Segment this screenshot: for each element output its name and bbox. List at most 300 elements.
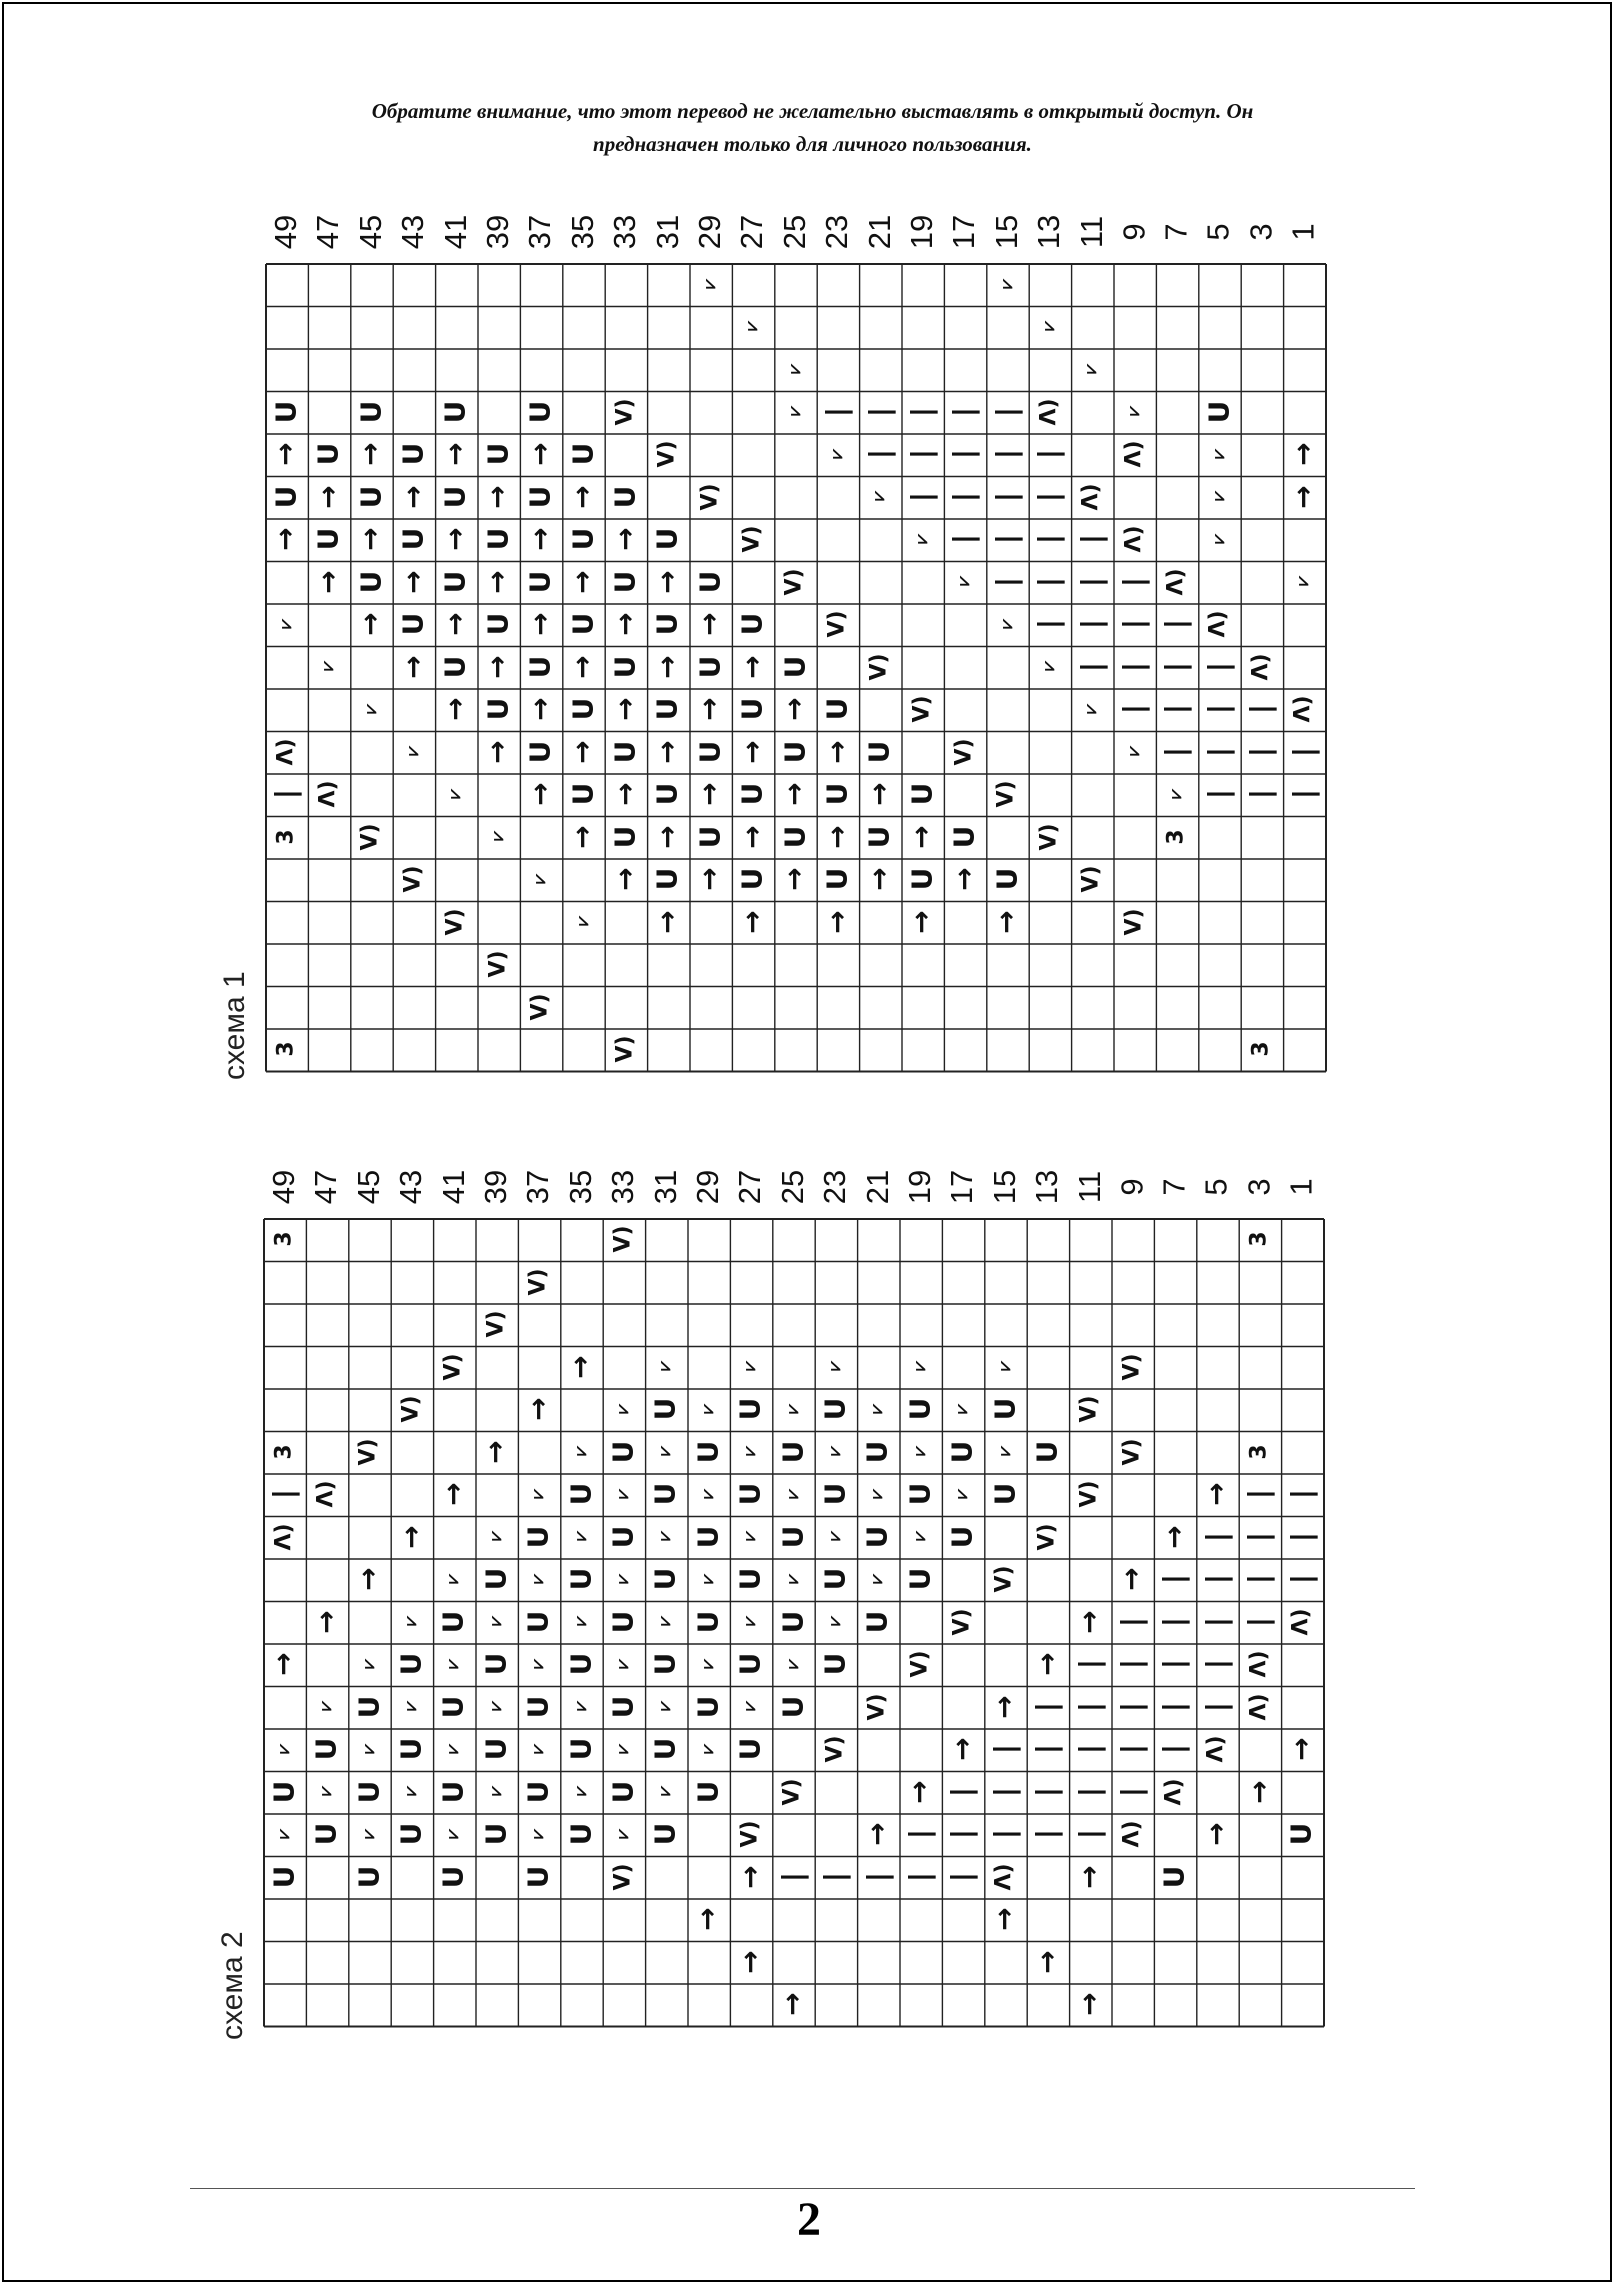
double-decrease-symbol: ⩗ — [528, 1744, 549, 1754]
row-number: 23 — [817, 1169, 853, 1205]
row-number: 43 — [395, 214, 431, 250]
arrow-decrease-symbol: → — [438, 697, 472, 721]
purl-symbol: | — [987, 1744, 1021, 1755]
arrow-decrease-symbol: → — [311, 570, 345, 594]
arrow-decrease-symbol: → — [608, 782, 642, 806]
double-decrease-symbol: ⩗ — [400, 1787, 421, 1797]
arrow-decrease-symbol: → — [1199, 1822, 1233, 1846]
purl-symbol: | — [947, 449, 981, 460]
yarn-over-symbol: U — [648, 1822, 682, 1846]
yarn-over-symbol: U — [608, 655, 642, 679]
row-number: 37 — [520, 1169, 556, 1205]
arrow-decrease-symbol: → — [987, 1907, 1021, 1931]
lambda-decrease-symbol: Λ) — [1163, 568, 1189, 596]
arrow-decrease-symbol: → — [565, 570, 599, 594]
v-increase-symbol: V) — [824, 610, 850, 638]
purl-symbol: | — [1074, 661, 1108, 672]
purl-symbol: | — [1072, 1829, 1106, 1840]
row-number: 37 — [522, 214, 558, 250]
purl-symbol: | — [1030, 1744, 1064, 1755]
purl-symbol: | — [987, 1786, 1021, 1797]
v-increase-symbol: V) — [779, 1778, 805, 1806]
double-decrease-symbol: ⩗ — [316, 1702, 337, 1712]
v-increase-symbol: V) — [398, 1395, 424, 1423]
purl-symbol: | — [267, 1489, 301, 1500]
purl-symbol: | — [989, 449, 1023, 460]
yarn-over-symbol: U — [565, 527, 599, 551]
v-increase-symbol: V) — [739, 525, 765, 553]
row-number: 31 — [649, 214, 685, 250]
yarn-over-symbol: U — [481, 442, 515, 466]
v-increase-symbol: V) — [610, 1863, 636, 1891]
row-number: 47 — [308, 1169, 344, 1205]
row-number: 13 — [1031, 214, 1067, 250]
row-number: 35 — [562, 1169, 598, 1205]
arrow-decrease-symbol: → — [479, 1440, 513, 1464]
row-number: 35 — [564, 214, 600, 250]
three-stitch-symbol: 3 — [1246, 1444, 1272, 1460]
double-decrease-symbol: ⩗ — [358, 1659, 379, 1669]
lambda-decrease-symbol: Λ) — [991, 1863, 1017, 1891]
purl-symbol: | — [1199, 1531, 1233, 1542]
double-decrease-symbol: ⩗ — [400, 1617, 421, 1627]
arrow-decrease-symbol: → — [989, 910, 1023, 934]
purl-symbol: | — [1157, 1744, 1191, 1755]
purl-symbol: | — [987, 1829, 1021, 1840]
purl-symbol: | — [1072, 1786, 1106, 1797]
yarn-over-symbol: U — [903, 1397, 937, 1421]
arrow-decrease-symbol: → — [394, 1525, 428, 1549]
yarn-over-symbol: U — [438, 570, 472, 594]
arrow-decrease-symbol: → — [438, 612, 472, 636]
purl-symbol: | — [947, 534, 981, 545]
arrow-decrease-symbol: → — [523, 527, 557, 551]
arrow-decrease-symbol: → — [1072, 1610, 1106, 1634]
purl-symbol: | — [1072, 1744, 1106, 1755]
arrow-decrease-symbol: → — [735, 655, 769, 679]
purl-symbol: | — [1242, 1531, 1276, 1542]
row-number: 11 — [1073, 215, 1109, 249]
yarn-over-symbol: U — [733, 1737, 767, 1761]
row-number: 17 — [944, 1169, 980, 1205]
yarn-over-symbol: U — [479, 1567, 513, 1591]
row-number: 19 — [904, 214, 940, 250]
yarn-over-symbol: U — [862, 825, 896, 849]
arrow-decrease-symbol: → — [309, 1610, 343, 1634]
arrow-decrease-symbol: → — [565, 740, 599, 764]
arrow-decrease-symbol: → — [650, 825, 684, 849]
arrow-decrease-symbol: → — [396, 485, 430, 509]
double-decrease-symbol: ⩗ — [994, 1447, 1015, 1457]
arrow-decrease-symbol: → — [1284, 1737, 1318, 1761]
double-decrease-symbol: ⩗ — [1081, 704, 1102, 714]
yarn-over-symbol: U — [1201, 400, 1235, 424]
arrow-decrease-symbol: → — [650, 740, 684, 764]
double-decrease-symbol: ⩗ — [485, 1617, 506, 1627]
double-decrease-symbol: ⩗ — [742, 322, 763, 332]
v-increase-symbol: V) — [485, 950, 511, 978]
three-stitch-symbol: 3 — [273, 829, 299, 845]
arrow-decrease-symbol: → — [565, 655, 599, 679]
yarn-over-symbol: U — [820, 697, 854, 721]
purl-symbol: | — [1199, 1574, 1233, 1585]
double-decrease-symbol: ⩗ — [485, 1787, 506, 1797]
v-increase-symbol: V) — [1119, 1438, 1145, 1466]
purl-symbol: | — [905, 491, 939, 502]
yarn-over-symbol: U — [860, 1525, 894, 1549]
row-number: 15 — [986, 1169, 1022, 1205]
yarn-over-symbol: U — [777, 825, 811, 849]
arrow-decrease-symbol: → — [353, 442, 387, 466]
double-decrease-symbol: ⩗ — [909, 1447, 930, 1457]
arrow-decrease-symbol: → — [777, 782, 811, 806]
yarn-over-symbol: U — [311, 527, 345, 551]
purl-symbol: | — [1032, 491, 1066, 502]
purl-symbol: | — [862, 406, 896, 417]
double-decrease-symbol: ⩗ — [400, 1702, 421, 1712]
yarn-over-symbol: U — [693, 570, 727, 594]
yarn-over-symbol: U — [481, 697, 515, 721]
arrow-decrease-symbol: → — [396, 655, 430, 679]
three-stitch-symbol: 3 — [273, 1041, 299, 1057]
row-number: 15 — [988, 214, 1024, 250]
yarn-over-symbol: U — [309, 1737, 343, 1761]
yarn-over-symbol: U — [608, 570, 642, 594]
lambda-decrease-symbol: Λ) — [1121, 525, 1147, 553]
three-stitch-symbol: 3 — [1163, 829, 1189, 845]
double-decrease-symbol: ⩗ — [1208, 492, 1229, 502]
double-decrease-symbol: ⩗ — [360, 704, 381, 714]
v-increase-symbol: V) — [612, 398, 638, 426]
purl-symbol: | — [945, 1786, 979, 1797]
chart-label: схема 2 — [216, 1931, 249, 2040]
arrow-decrease-symbol: → — [735, 740, 769, 764]
purl-symbol: | — [1032, 449, 1066, 460]
yarn-over-symbol: U — [267, 1780, 301, 1804]
row-number: 27 — [734, 214, 770, 250]
arrow-decrease-symbol: → — [693, 612, 727, 636]
yarn-over-symbol: U — [523, 400, 557, 424]
yarn-over-symbol: U — [565, 782, 599, 806]
double-decrease-symbol: ⩗ — [740, 1362, 761, 1372]
arrow-decrease-symbol: → — [608, 697, 642, 721]
purl-symbol: | — [1201, 704, 1235, 715]
lambda-decrease-symbol: Λ) — [1248, 653, 1274, 681]
arrow-decrease-symbol: → — [481, 570, 515, 594]
yarn-over-symbol: U — [775, 1610, 809, 1634]
double-decrease-symbol: ⩗ — [612, 1659, 633, 1669]
v-increase-symbol: V) — [1034, 1523, 1060, 1551]
purl-symbol: | — [1115, 1744, 1149, 1755]
purl-symbol: | — [1284, 1531, 1318, 1542]
row-number: 13 — [1029, 1169, 1065, 1205]
lambda-decrease-symbol: Λ) — [1161, 1778, 1187, 1806]
double-decrease-symbol: ⩗ — [402, 747, 423, 757]
yarn-over-symbol: U — [563, 1822, 597, 1846]
arrow-decrease-symbol: → — [521, 1397, 555, 1421]
double-decrease-symbol: ⩗ — [952, 1489, 973, 1499]
purl-symbol: | — [1159, 661, 1193, 672]
double-decrease-symbol: ⩗ — [655, 1362, 676, 1372]
yarn-over-symbol: U — [351, 1865, 385, 1889]
yarn-over-symbol: U — [987, 1397, 1021, 1421]
yarn-over-symbol: U — [396, 442, 430, 466]
double-decrease-symbol: ⩗ — [612, 1829, 633, 1839]
double-decrease-symbol: ⩗ — [697, 1489, 718, 1499]
arrow-decrease-symbol: → — [905, 910, 939, 934]
lambda-decrease-symbol: Λ) — [313, 1480, 339, 1508]
double-decrease-symbol: ⩗ — [443, 1574, 464, 1584]
lambda-decrease-symbol: Λ) — [271, 1523, 297, 1551]
arrow-decrease-symbol: → — [523, 782, 557, 806]
double-decrease-symbol: ⩗ — [784, 364, 805, 374]
lambda-decrease-symbol: Λ) — [1288, 1608, 1314, 1636]
arrow-decrease-symbol: → — [693, 782, 727, 806]
v-increase-symbol: V) — [864, 1693, 890, 1721]
double-decrease-symbol: ⩗ — [528, 1659, 549, 1669]
arrow-decrease-symbol: → — [947, 867, 981, 891]
v-increase-symbol: V) — [525, 1268, 551, 1296]
v-increase-symbol: V) — [1119, 1353, 1145, 1381]
purl-symbol: | — [1284, 1489, 1318, 1500]
yarn-over-symbol: U — [521, 1525, 555, 1549]
yarn-over-symbol: U — [777, 740, 811, 764]
double-decrease-symbol: ⩗ — [445, 789, 466, 799]
arrow-decrease-symbol: → — [987, 1695, 1021, 1719]
v-increase-symbol: V) — [951, 738, 977, 766]
double-decrease-symbol: ⩗ — [570, 1532, 591, 1542]
yarn-over-symbol: U — [608, 740, 642, 764]
purl-symbol: | — [860, 1871, 894, 1882]
yarn-over-symbol: U — [309, 1822, 343, 1846]
yarn-over-symbol: U — [436, 1695, 470, 1719]
purl-symbol: | — [1115, 1616, 1149, 1627]
purl-symbol: | — [1286, 746, 1320, 757]
double-decrease-symbol: ⩗ — [570, 1617, 591, 1627]
double-decrease-symbol: ⩗ — [570, 1702, 591, 1712]
lambda-decrease-symbol: Λ) — [1290, 695, 1316, 723]
double-decrease-symbol: ⩗ — [782, 1659, 803, 1669]
arrow-decrease-symbol: → — [1072, 1865, 1106, 1889]
yarn-over-symbol: U — [693, 740, 727, 764]
yarn-over-symbol: U — [269, 485, 303, 509]
row-number: 9 — [1116, 223, 1152, 241]
purl-symbol: | — [1032, 619, 1066, 630]
purl-symbol: | — [1244, 704, 1278, 715]
arrow-decrease-symbol: → — [481, 655, 515, 679]
row-number: 47 — [310, 214, 346, 250]
v-increase-symbol: V) — [610, 1225, 636, 1253]
purl-symbol: | — [1244, 789, 1278, 800]
arrow-decrease-symbol: → — [481, 740, 515, 764]
purl-symbol: | — [1199, 1616, 1233, 1627]
arrow-decrease-symbol: → — [565, 825, 599, 849]
purl-symbol: | — [1201, 746, 1235, 757]
purl-symbol: | — [1117, 619, 1151, 630]
yarn-over-symbol: U — [860, 1610, 894, 1634]
yarn-over-symbol: U — [563, 1482, 597, 1506]
row-number: 43 — [393, 1169, 429, 1205]
double-decrease-symbol: ⩗ — [487, 832, 508, 842]
yarn-over-symbol: U — [353, 485, 387, 509]
purl-symbol: | — [1159, 619, 1193, 630]
purl-symbol: | — [1157, 1701, 1191, 1712]
arrow-decrease-symbol: → — [693, 697, 727, 721]
double-decrease-symbol: ⩗ — [485, 1532, 506, 1542]
arrow-decrease-symbol: → — [777, 867, 811, 891]
double-decrease-symbol: ⩗ — [1081, 364, 1102, 374]
yarn-over-symbol: U — [396, 612, 430, 636]
arrow-decrease-symbol: → — [905, 825, 939, 849]
arrow-decrease-symbol: → — [436, 1482, 470, 1506]
purl-symbol: | — [1117, 704, 1151, 715]
yarn-over-symbol: U — [565, 697, 599, 721]
double-decrease-symbol: ⩗ — [996, 619, 1017, 629]
yarn-over-symbol: U — [606, 1440, 640, 1464]
double-decrease-symbol: ⩗ — [1038, 322, 1059, 332]
page-number: 2 — [797, 2193, 821, 2246]
yarn-over-symbol: U — [648, 1652, 682, 1676]
arrow-decrease-symbol: → — [862, 782, 896, 806]
chart-scheme-2 — [263, 1158, 1323, 2026]
chart-cells — [265, 263, 1325, 1071]
yarn-over-symbol: U — [862, 740, 896, 764]
double-decrease-symbol: ⩗ — [740, 1532, 761, 1542]
row-number: 49 — [266, 1169, 302, 1205]
double-decrease-symbol: ⩗ — [1208, 534, 1229, 544]
yarn-over-symbol: U — [479, 1737, 513, 1761]
arrow-decrease-symbol: → — [523, 442, 557, 466]
purl-symbol: | — [1032, 576, 1066, 587]
row-number: 29 — [690, 1169, 726, 1205]
double-decrease-symbol: ⩗ — [740, 1702, 761, 1712]
purl-symbol: | — [1159, 746, 1193, 757]
purl-symbol: | — [903, 1871, 937, 1882]
double-decrease-symbol: ⩗ — [824, 1362, 845, 1372]
yarn-over-symbol: U — [648, 1482, 682, 1506]
yarn-over-symbol: U — [775, 1440, 809, 1464]
arrow-decrease-symbol: → — [438, 442, 472, 466]
yarn-over-symbol: U — [733, 1397, 767, 1421]
double-decrease-symbol: ⩗ — [358, 1744, 379, 1754]
yarn-over-symbol: U — [735, 697, 769, 721]
notice-line-2: предназначен только для личного пользования. — [593, 132, 1032, 156]
row-number: 1 — [1285, 223, 1321, 241]
double-decrease-symbol: ⩗ — [528, 1829, 549, 1839]
three-stitch-symbol: 3 — [1248, 1041, 1274, 1057]
double-decrease-symbol: ⩗ — [318, 662, 339, 672]
purl-symbol: | — [1242, 1616, 1276, 1627]
double-decrease-symbol: ⩗ — [697, 1744, 718, 1754]
double-decrease-symbol: ⩗ — [697, 1659, 718, 1669]
purl-symbol: | — [1115, 1659, 1149, 1670]
arrow-decrease-symbol: → — [523, 697, 557, 721]
purl-symbol: | — [1074, 534, 1108, 545]
row-number: 3 — [1241, 1178, 1277, 1196]
three-stitch-symbol: 3 — [271, 1444, 297, 1460]
row-number: 7 — [1156, 1178, 1192, 1196]
purl-symbol: | — [269, 789, 303, 800]
purl-symbol: | — [1201, 661, 1235, 672]
yarn-over-symbol: U — [438, 655, 472, 679]
row-number: 33 — [605, 1169, 641, 1205]
arrow-decrease-symbol: → — [1157, 1525, 1191, 1549]
yarn-over-symbol: U — [775, 1695, 809, 1719]
yarn-over-symbol: U — [479, 1822, 513, 1846]
arrow-decrease-symbol: → — [353, 527, 387, 551]
row-number: 39 — [478, 1169, 514, 1205]
double-decrease-symbol: ⩗ — [443, 1829, 464, 1839]
purl-symbol: | — [989, 534, 1023, 545]
yarn-over-symbol: U — [394, 1822, 428, 1846]
arrow-decrease-symbol: → — [733, 1950, 767, 1974]
purl-symbol: | — [775, 1871, 809, 1882]
double-decrease-symbol: ⩗ — [273, 1744, 294, 1754]
row-number: 17 — [946, 214, 982, 250]
lambda-decrease-symbol: Λ) — [1121, 440, 1147, 468]
yarn-over-symbol: U — [606, 1525, 640, 1549]
v-increase-symbol: V) — [355, 1438, 381, 1466]
lambda-decrease-symbol: Λ) — [1246, 1693, 1272, 1721]
v-increase-symbol: V) — [991, 1565, 1017, 1593]
yarn-over-symbol: U — [735, 782, 769, 806]
purl-symbol: | — [945, 1871, 979, 1882]
yarn-over-symbol: U — [820, 782, 854, 806]
row-number: 21 — [859, 1169, 895, 1205]
double-decrease-symbol: ⩗ — [784, 407, 805, 417]
double-decrease-symbol: ⩗ — [273, 1829, 294, 1839]
yarn-over-symbol: U — [733, 1482, 767, 1506]
row-number: 29 — [692, 214, 728, 250]
v-increase-symbol: V) — [1078, 865, 1104, 893]
double-decrease-symbol: ⩗ — [655, 1702, 676, 1712]
purl-symbol: | — [818, 1871, 852, 1882]
row-number: 31 — [647, 1169, 683, 1205]
purl-symbol: | — [1115, 1786, 1149, 1797]
purl-symbol: | — [947, 491, 981, 502]
double-decrease-symbol: ⩗ — [655, 1617, 676, 1627]
yarn-over-symbol: U — [905, 867, 939, 891]
yarn-over-symbol: U — [650, 697, 684, 721]
arrow-decrease-symbol: → — [691, 1907, 725, 1931]
double-decrease-symbol: ⩗ — [996, 279, 1017, 289]
row-number: 41 — [437, 214, 473, 250]
double-decrease-symbol: ⩗ — [869, 492, 890, 502]
yarn-over-symbol: U — [818, 1652, 852, 1676]
yarn-over-symbol: U — [650, 867, 684, 891]
arrow-decrease-symbol: → — [650, 570, 684, 594]
row-number: 27 — [732, 1169, 768, 1205]
yarn-over-symbol: U — [691, 1695, 725, 1719]
row-number: 7 — [1158, 223, 1194, 241]
yarn-over-symbol: U — [521, 1865, 555, 1889]
yarn-over-symbol: U — [481, 527, 515, 551]
arrow-decrease-symbol: → — [481, 485, 515, 509]
purl-symbol: | — [945, 1829, 979, 1840]
arrow-decrease-symbol: → — [351, 1567, 385, 1591]
purl-symbol: | — [1244, 746, 1278, 757]
yarn-over-symbol: U — [523, 655, 557, 679]
yarn-over-symbol: U — [521, 1695, 555, 1719]
double-decrease-symbol: ⩗ — [782, 1404, 803, 1414]
purl-symbol: | — [1074, 576, 1108, 587]
purl-symbol: | — [1032, 534, 1066, 545]
v-increase-symbol: V) — [1121, 908, 1147, 936]
lambda-decrease-symbol: Λ) — [1205, 610, 1231, 638]
yarn-over-symbol: U — [733, 1567, 767, 1591]
row-number: 39 — [480, 214, 516, 250]
yarn-over-symbol: U — [648, 1567, 682, 1591]
